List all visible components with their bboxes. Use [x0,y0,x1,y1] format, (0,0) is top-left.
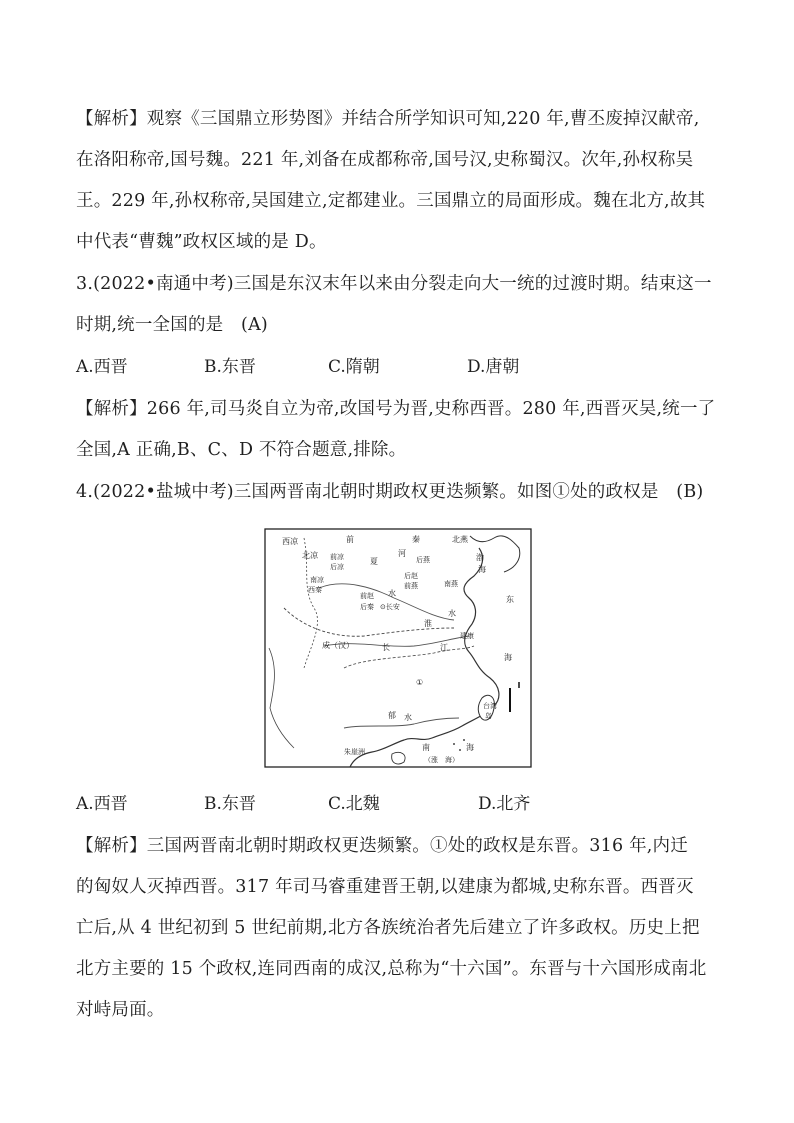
map-label: 夏 [370,557,378,566]
map-label: 水 [404,713,412,722]
map-label: 朱崖洲 [344,748,365,756]
analysis-line: 【解析】三国两晋南北朝时期政权更迭频繁。①处的政权是东晋。316 年,内迁 [76,836,688,856]
option-d: D.唐朝 [467,357,520,377]
analysis-line: 【解析】观察《三国鼎立形势图》并结合所学知识可知,220 年,曹丕废掉汉献帝, [76,109,700,129]
map-label: 江 [440,643,448,652]
map-label: 岛 [485,712,492,720]
map-label: 后凉 [330,563,344,571]
option-a: A.西晋 [76,357,128,377]
analysis-line: 在洛阳称帝,国号魏。221 年,刘备在成都称帝,国号汉,史称蜀汉。次年,孙权称吴 [76,150,694,170]
question-3-line: 时期,统一全国的是 (A) [76,315,268,335]
history-map [264,528,532,768]
map-label: 南燕 [444,580,458,588]
map-label: 海 [478,565,486,574]
map-label: ⊙长安 [380,603,400,611]
map-label: 南凉 [310,576,324,584]
analysis-line: 【解析】266 年,司马炎自立为帝,改国号为晋,史称西晋。280 年,西晋灭吴,统一了 [76,399,716,419]
map-label: 后赵 [404,572,418,580]
map-figure [264,528,532,768]
map-label: 西秦 [308,586,322,594]
map-label: 前凉 [330,553,344,561]
map-label: 建康 [460,632,474,640]
analysis-line: 全国,A 正确,B、C、D 不符合题意,排除。 [76,440,407,460]
option-d: D.北齐 [478,794,531,814]
map-label: 渤 [476,553,484,562]
map-label: 海 [504,653,512,662]
option-c: C.隋朝 [328,357,380,377]
analysis-line: 王。229 年,孙权称帝,吴国建立,定都建业。三国鼎立的局面形成。魏在北方,故其 [76,191,706,211]
map-label: ① [416,678,424,687]
map-label: 淮 [424,619,432,628]
analysis-line: 亡后,从 4 世纪初到 5 世纪前期,北方各族统治者先后建立了许多政权。历史上把 [76,918,700,938]
map-label: （涨 海） [424,756,459,764]
map-label: 前赵 [360,592,374,600]
map-label: 后燕 [416,556,430,564]
option-b: B.东晋 [204,794,256,814]
map-label: 郁 [388,711,396,720]
map-label: 海 [466,743,474,752]
map-label: 南 [422,743,430,752]
map-label: 东 [506,595,514,604]
question-4-line: 4.(2022•盐城中考)三国两晋南北朝时期政权更迭频繁。如图①处的政权是 (B) [76,482,704,502]
map-label: 北燕 [452,535,468,544]
map-label: 秦 [412,535,420,544]
map-label: 北凉 [302,551,318,560]
option-a: A.西晋 [76,794,128,814]
map-label: 台湾 [483,702,497,710]
analysis-line: 的匈奴人灭掉西晋。317 年司马睿重建晋王朝,以建康为都城,史称东晋。西晋灭 [76,877,694,897]
map-label: 长 [382,643,390,652]
map-label: 西凉 [282,537,298,546]
option-c: C.北魏 [328,794,380,814]
option-b: B.东晋 [204,357,256,377]
map-label: 水 [448,609,456,618]
map-label: 前燕 [404,582,418,590]
map-label: 水 [388,589,396,598]
analysis-line: 中代表“曹魏”政权区域的是 D。 [76,232,327,252]
analysis-line: 北方主要的 15 个政权,连同西南的成汉,总称为“十六国”。东晋与十六国形成南北 [76,959,707,979]
question-3-line: 3.(2022•南通中考)三国是东汉末年以来由分裂走向大一统的过渡时期。结束这一 [76,274,712,294]
map-label: 河 [398,549,406,558]
map-label: 后秦 [360,603,374,611]
map-label: 前 [346,535,354,544]
map-label: 成（汉） [322,641,354,650]
analysis-line: 对峙局面。 [76,1000,165,1020]
